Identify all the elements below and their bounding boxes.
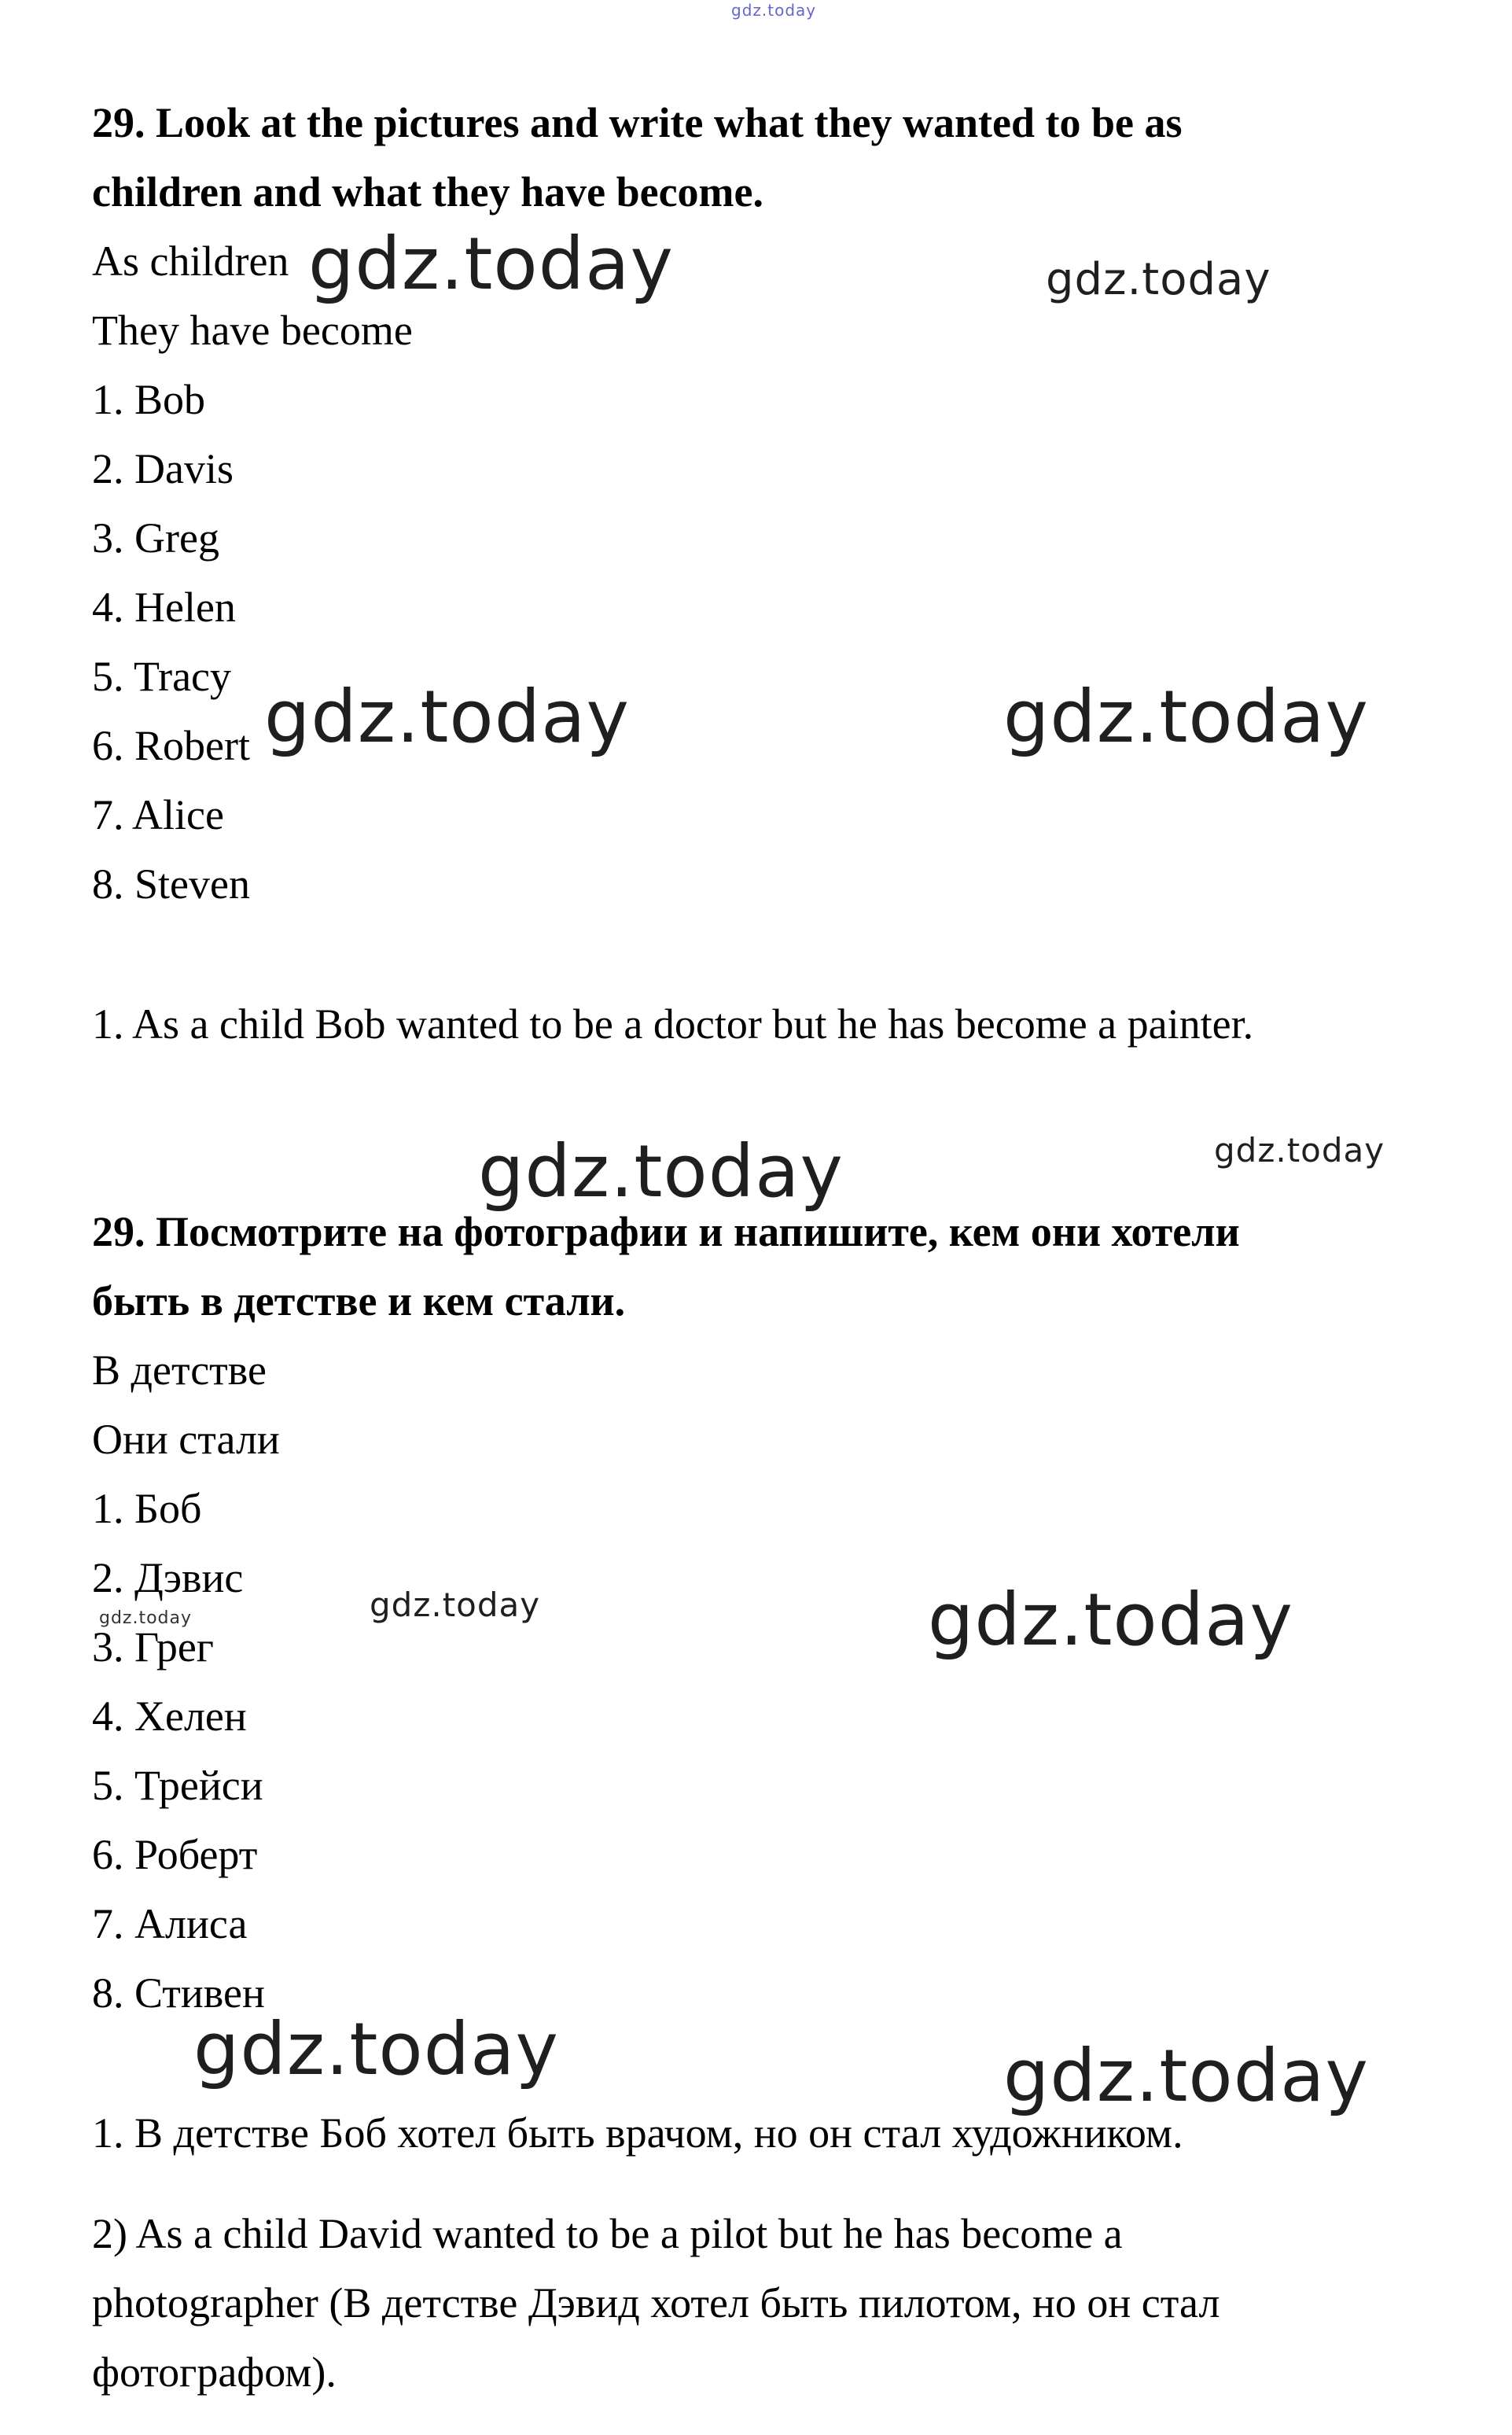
watermark: gdz.today	[1003, 675, 1369, 759]
list-item: 8. Стивен	[92, 1969, 265, 2017]
task-heading-ru-line1: 29. Посмотрите на фотографии и напишите, кем они хотели	[92, 1208, 1240, 1255]
list-item: 6. Robert	[92, 722, 250, 769]
answer-2-line3: фотографом).	[92, 2348, 337, 2396]
answer-2-line2: photographer (В детстве Дэвид хотел быть пилотом, но он стал	[92, 2279, 1220, 2326]
task-heading-en-line2: children and what they have become.	[92, 168, 764, 216]
list-item: 2. Дэвис	[92, 1554, 244, 1601]
watermark: gdz.today	[99, 1608, 193, 1628]
list-item: 7. Alice	[92, 791, 224, 838]
example-answer-ru: 1. В детстве Боб хотел быть врачом, но он стал художником.	[92, 2109, 1183, 2157]
list-item: 4. Хелен	[92, 1693, 247, 1740]
list-item: 3. Greg	[92, 514, 219, 562]
column-label-v-detstve: В детстве	[92, 1346, 267, 1394]
answer-2-line1: 2) As a child David wanted to be a pilot but he has become a	[92, 2210, 1123, 2257]
list-item: 8. Steven	[92, 860, 250, 908]
list-item: 5. Трейси	[92, 1762, 263, 1809]
watermark: gdz.today	[370, 1586, 541, 1624]
task-heading-en-line1: 29. Look at the pictures and write what they wanted to be as	[92, 99, 1183, 146]
task-heading-ru-line2: быть в детстве и кем стали.	[92, 1277, 626, 1324]
watermark: gdz.today	[1046, 254, 1271, 305]
column-label-they-have-become: They have become	[92, 307, 413, 354]
watermark: gdz.today	[193, 2007, 559, 2091]
watermark: gdz.today	[264, 675, 630, 759]
watermark: gdz.today	[928, 1578, 1293, 1662]
list-item: 1. Bob	[92, 376, 206, 423]
watermark: gdz.today	[1214, 1131, 1385, 1170]
watermark: gdz.today	[308, 222, 674, 306]
watermark: gdz.today	[478, 1129, 844, 1214]
list-item: 6. Роберт	[92, 1831, 258, 1878]
watermark: gdz.today	[1003, 2034, 1369, 2118]
list-item: 4. Helen	[92, 584, 236, 631]
column-label-oni-stali: Они стали	[92, 1416, 280, 1463]
list-item: 3. Грег	[92, 1623, 214, 1671]
column-label-as-children: As children	[92, 238, 289, 285]
list-item: 7. Алиса	[92, 1900, 248, 1947]
list-item: 2. Davis	[92, 445, 234, 492]
list-item: 5. Tracy	[92, 653, 232, 700]
example-answer-en: 1. As a child Bob wanted to be a doctor but he has become a painter.	[92, 1000, 1254, 1048]
list-item: 1. Боб	[92, 1485, 202, 1532]
watermark-top: gdz.today	[731, 1, 817, 20]
